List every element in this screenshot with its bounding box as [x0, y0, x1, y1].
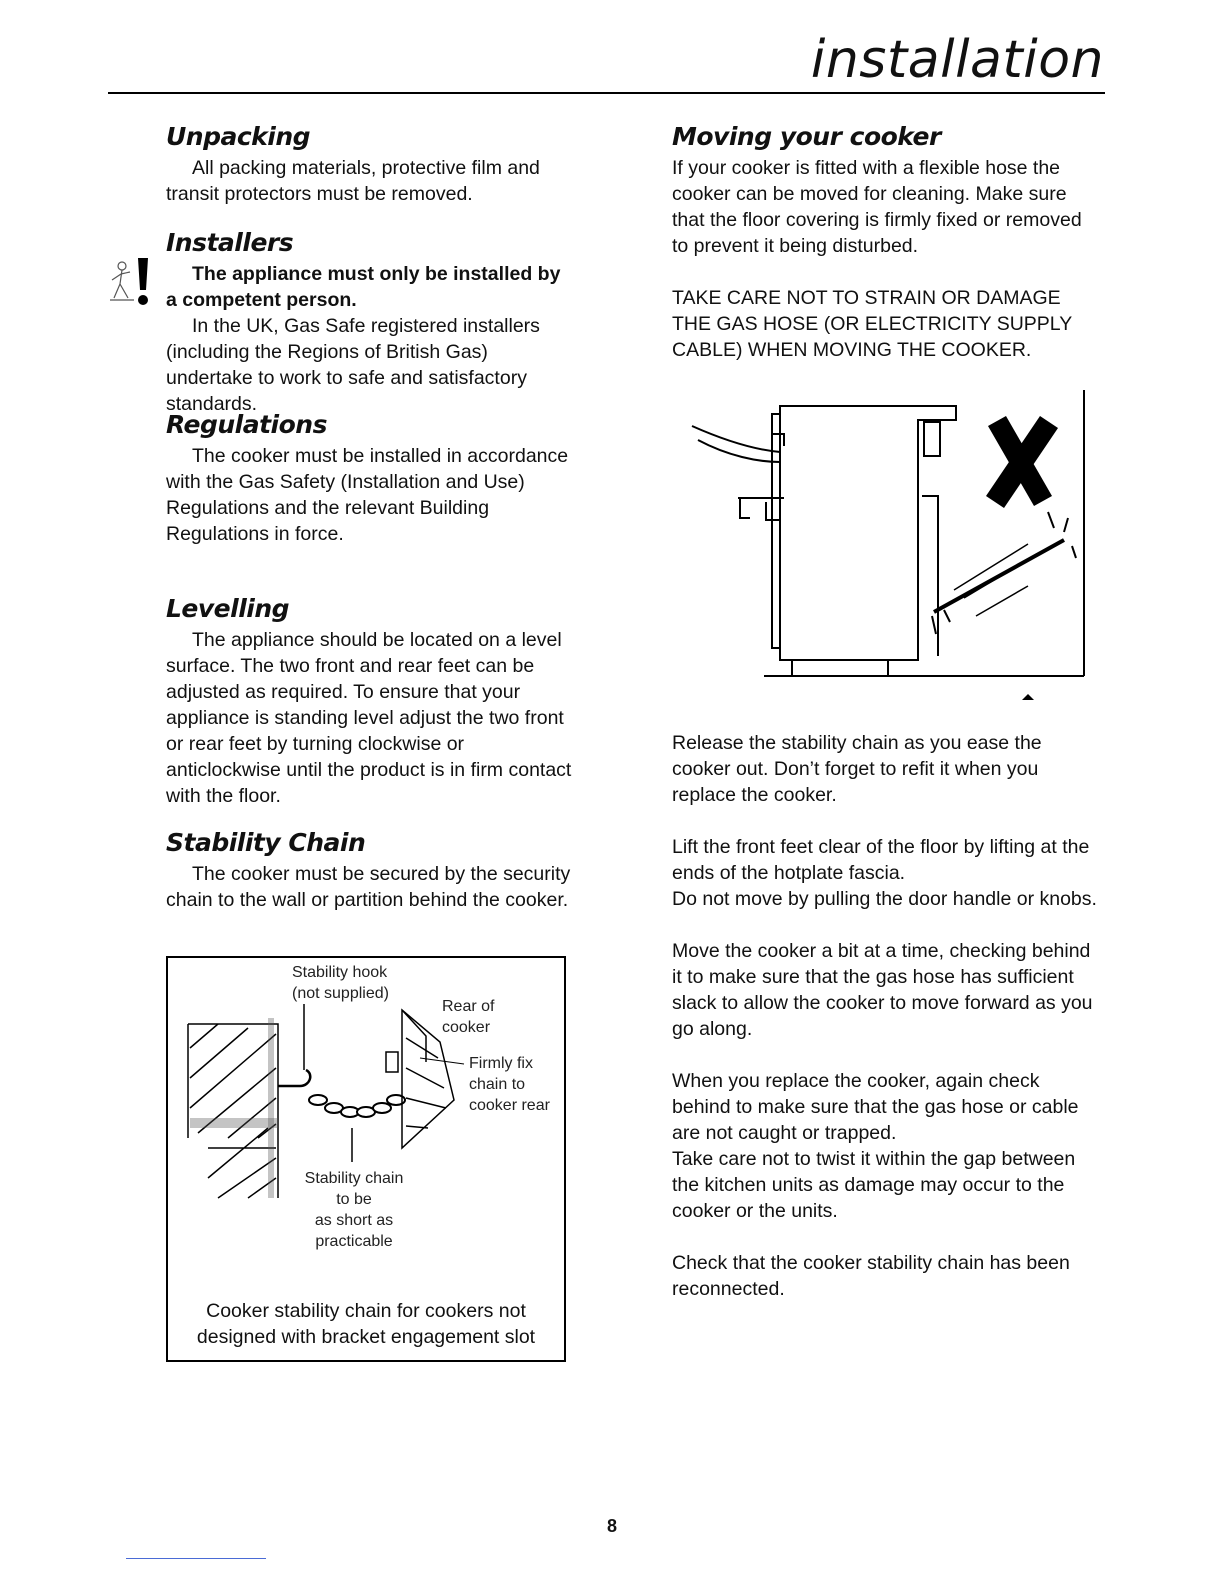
- label-rear-line1: Rear of: [442, 998, 495, 1015]
- label-hook-line1: Stability hook: [292, 964, 388, 981]
- text-lift-2: Do not move by pulling the door handle or knobs.: [672, 888, 1097, 910]
- section-installers: [166, 228, 576, 417]
- text-lift-1: Lift the front feet clear of the floor by lifting at the ends of the hotplate fascia.: [672, 836, 1090, 884]
- section-levelling: [166, 594, 576, 809]
- section-replace: [672, 1068, 1097, 1224]
- label-hook-line2: (not supplied): [292, 985, 389, 1002]
- caption-line2: designed with bracket engagement slot: [196, 1326, 536, 1348]
- text-installers: In the UK, Gas Safe registered installers (including the Regions of British Gas) undertake to work to safe and satisfactory standards.: [166, 315, 540, 415]
- warning-icon: [108, 254, 156, 312]
- header-rule: [108, 92, 1105, 94]
- text-moving: If your cooker is fitted with a flexible hose the cooker can be moved for cleaning. Make sure that the floor covering is firmly fixed or removed to prevent it being disturbed.: [672, 157, 1082, 257]
- text-replace-2: Take care not to twist it within the gap between the kitchen units as damage may occur to the cooker or the units.: [672, 1148, 1076, 1222]
- heading-levelling: Levelling: [166, 594, 290, 623]
- label-rear-line2: cooker: [442, 1019, 491, 1036]
- label-fix-line3: cooker rear: [469, 1097, 550, 1114]
- label-fix-line1: Firmly fix: [469, 1055, 533, 1072]
- label-fix-line2: chain to: [469, 1076, 526, 1093]
- text-regulations: The cooker must be installed in accordance with the Gas Safety (Installation and Use) Regulations and the relevant Building Regulations in force.: [166, 445, 569, 545]
- footer-link-line: [126, 1558, 266, 1559]
- caution-moving: TAKE CARE NOT TO STRAIN OR DAMAGE THE GAS HOSE (OR ELECTRICITY SUPPLY CABLE) WHEN MOVING THE COOKER.: [672, 287, 1072, 361]
- page-title: installation: [810, 30, 1104, 90]
- text-stability: The cooker must be secured by the security chain to the wall or partition behind the cooker.: [166, 863, 571, 911]
- label-chain-line3: as short as: [314, 1212, 394, 1229]
- text-move: Move the cooker a bit at a time, checking behind it to make sure that the gas hose has sufficient slack to allow the cooker to move forward as you go along.: [672, 940, 1093, 1040]
- heading-unpacking: Unpacking: [166, 122, 311, 151]
- label-chain-line2: to be: [336, 1191, 372, 1208]
- caption-line1: Cooker stability chain for cookers not: [206, 1300, 526, 1322]
- text-unpacking: All packing materials, protective film and transit protectors must be removed.: [166, 157, 540, 205]
- section-moving: [672, 122, 1097, 363]
- section-move: [672, 938, 1097, 1042]
- label-chain-line4: practicable: [315, 1233, 393, 1250]
- text-replace-1: When you replace the cooker, again check behind to make sure that the gas hose or cable are not caught or trapped.: [672, 1070, 1079, 1144]
- section-lift: [672, 834, 1097, 912]
- stability-chain-figure: [166, 956, 566, 1362]
- label-chain-line1: Stability chain: [304, 1170, 404, 1187]
- section-stability: [166, 828, 576, 913]
- cooker-moving-illustration: [688, 386, 1088, 706]
- cross-mark-icon: [986, 416, 1058, 508]
- section-unpacking: [166, 122, 576, 207]
- section-regulations: [166, 410, 576, 547]
- section-check: [672, 1250, 1097, 1302]
- figure-caption: [168, 1298, 564, 1350]
- heading-regulations: Regulations: [166, 410, 327, 439]
- heading-stability: Stability Chain: [166, 828, 366, 857]
- section-release: [672, 730, 1097, 808]
- page-number: 8: [606, 1516, 617, 1536]
- heading-moving: Moving your cooker: [672, 122, 941, 151]
- text-check: Check that the cooker stability chain has been reconnected.: [672, 1252, 1070, 1300]
- text-levelling: The appliance should be located on a level surface. The two front and rear feet can be adjusted as required. To ensure that your appliance is standing level adjust the two front or rear feet by turning clockwise or anticlockwise until the product is in firm contact with the floor.: [166, 629, 572, 807]
- heading-installers: Installers: [166, 228, 294, 257]
- warning-installers: The appliance must only be installed by a competent person.: [166, 263, 561, 311]
- text-release: Release the stability chain as you ease the cooker out. Don’t forget to refit it when you replace the cooker.: [672, 732, 1042, 806]
